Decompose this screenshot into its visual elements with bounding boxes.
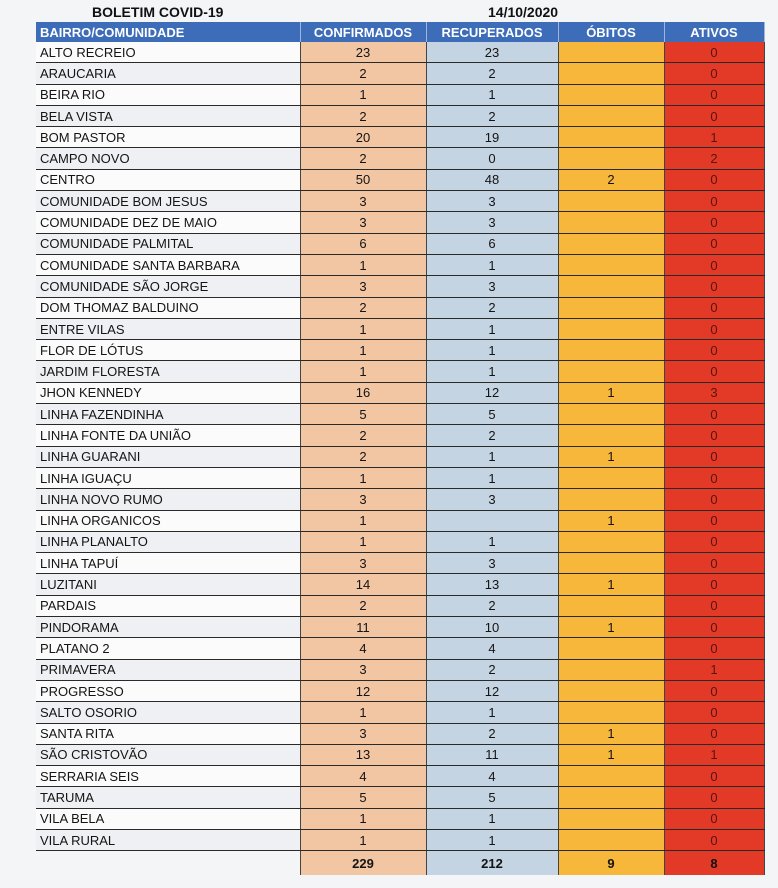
- document-date: 14/10/2020: [488, 4, 559, 20]
- cell-ativos: 0: [664, 84, 764, 105]
- table-row: [36, 425, 764, 446]
- cell-confirmados: 3: [300, 659, 426, 680]
- cell-ativos: 0: [664, 574, 764, 595]
- table-row: [36, 318, 764, 339]
- cell-obitos: [558, 318, 664, 339]
- cell-recuperados: 1: [426, 702, 558, 723]
- cell-recuperados: 3: [426, 489, 558, 510]
- cell-bairro: LINHA FAZENDINHA: [36, 404, 300, 425]
- cell-recuperados: 2: [426, 425, 558, 446]
- column-header-recuperados: RECUPERADOS: [426, 22, 558, 42]
- cell-recuperados: 4: [426, 638, 558, 659]
- cell-obitos: [558, 191, 664, 212]
- cell-recuperados: 10: [426, 617, 558, 638]
- cell-ativos: 0: [664, 446, 764, 467]
- cell-ativos: 0: [664, 297, 764, 318]
- cell-ativos: 0: [664, 42, 764, 63]
- cell-bairro: COMUNIDADE BOM JESUS: [36, 191, 300, 212]
- cell-recuperados: 3: [426, 276, 558, 297]
- cell-recuperados: 2: [426, 659, 558, 680]
- cell-obitos: [558, 829, 664, 850]
- cell-obitos: 1: [558, 574, 664, 595]
- cell-ativos: 0: [664, 489, 764, 510]
- cell-ativos: 0: [664, 595, 764, 616]
- table-row: [36, 254, 764, 275]
- column-header-ativos: ATIVOS: [664, 22, 764, 42]
- cell-ativos: 0: [664, 829, 764, 850]
- table-row: [36, 340, 764, 361]
- total-recuperados: 212: [426, 851, 558, 876]
- total-confirmados: 229: [300, 851, 426, 876]
- table-row: [36, 574, 764, 595]
- cell-obitos: [558, 553, 664, 574]
- cell-bairro: PLATANO 2: [36, 638, 300, 659]
- cell-ativos: 0: [664, 531, 764, 552]
- cell-obitos: [558, 340, 664, 361]
- cell-confirmados: 1: [300, 254, 426, 275]
- cell-recuperados: 1: [426, 254, 558, 275]
- cell-confirmados: 1: [300, 467, 426, 488]
- table-row: [36, 638, 764, 659]
- cell-ativos: 1: [664, 127, 764, 148]
- cell-ativos: 0: [664, 787, 764, 808]
- cell-obitos: [558, 467, 664, 488]
- cell-bairro: LINHA TAPUÍ: [36, 553, 300, 574]
- column-header-bairro: BAIRRO/COMUNIDADE: [36, 22, 300, 42]
- column-header-confirmados: CONFIRMADOS: [300, 22, 426, 42]
- cell-ativos: 0: [664, 105, 764, 126]
- cell-bairro: COMUNIDADE SANTA BARBARA: [36, 254, 300, 275]
- cell-recuperados: 2: [426, 595, 558, 616]
- table-row: [36, 191, 764, 212]
- cell-recuperados: 13: [426, 574, 558, 595]
- cell-recuperados: 2: [426, 723, 558, 744]
- cell-confirmados: 1: [300, 340, 426, 361]
- table-row: [36, 553, 764, 574]
- cell-confirmados: 3: [300, 489, 426, 510]
- cell-ativos: 0: [664, 723, 764, 744]
- table-row: [36, 233, 764, 254]
- cell-obitos: 1: [558, 617, 664, 638]
- cell-bairro: JARDIM FLORESTA: [36, 361, 300, 382]
- column-header-obitos: ÓBITOS: [558, 22, 664, 42]
- cell-recuperados: 1: [426, 361, 558, 382]
- cell-bairro: ARAUCARIA: [36, 63, 300, 84]
- cell-recuperados: 1: [426, 829, 558, 850]
- table-row: [36, 169, 764, 190]
- cell-recuperados: 1: [426, 340, 558, 361]
- cell-confirmados: 12: [300, 680, 426, 701]
- cell-obitos: 1: [558, 510, 664, 531]
- table-totals: [36, 851, 764, 876]
- cell-obitos: [558, 276, 664, 297]
- table-row: [36, 808, 764, 829]
- cell-confirmados: 3: [300, 212, 426, 233]
- table-row: [36, 829, 764, 850]
- cell-bairro: FLOR DE LÓTUS: [36, 340, 300, 361]
- cell-confirmados: 1: [300, 361, 426, 382]
- cell-ativos: 2: [664, 148, 764, 169]
- table-row: [36, 276, 764, 297]
- cell-bairro: VILA RURAL: [36, 829, 300, 850]
- cell-ativos: 0: [664, 318, 764, 339]
- cell-recuperados: 2: [426, 297, 558, 318]
- cell-obitos: 2: [558, 169, 664, 190]
- cell-confirmados: 4: [300, 766, 426, 787]
- cell-confirmados: 2: [300, 63, 426, 84]
- table-row: [36, 446, 764, 467]
- cell-bairro: PINDORAMA: [36, 617, 300, 638]
- cell-bairro: LINHA FONTE DA UNIÃO: [36, 425, 300, 446]
- cell-recuperados: 1: [426, 84, 558, 105]
- cell-bairro: VILA BELA: [36, 808, 300, 829]
- cell-confirmados: 5: [300, 404, 426, 425]
- table-row: [36, 404, 764, 425]
- cell-ativos: 0: [664, 169, 764, 190]
- table-row: [36, 63, 764, 84]
- cell-recuperados: 0: [426, 148, 558, 169]
- document-title: BOLETIM COVID-19: [92, 4, 224, 20]
- cell-ativos: 0: [664, 638, 764, 659]
- cell-confirmados: 6: [300, 233, 426, 254]
- cell-confirmados: 2: [300, 425, 426, 446]
- cell-bairro: COMUNIDADE PALMITAL: [36, 233, 300, 254]
- cell-bairro: CAMPO NOVO: [36, 148, 300, 169]
- cell-confirmados: 1: [300, 84, 426, 105]
- cell-ativos: 0: [664, 467, 764, 488]
- table-header: [36, 22, 764, 42]
- cell-obitos: [558, 148, 664, 169]
- cell-confirmados: 14: [300, 574, 426, 595]
- cell-recuperados: 2: [426, 63, 558, 84]
- cell-bairro: BOM PASTOR: [36, 127, 300, 148]
- cell-confirmados: 3: [300, 276, 426, 297]
- cell-confirmados: 3: [300, 191, 426, 212]
- cell-ativos: 0: [664, 425, 764, 446]
- cell-obitos: [558, 404, 664, 425]
- cell-bairro: DOM THOMAZ BALDUINO: [36, 297, 300, 318]
- cell-obitos: [558, 361, 664, 382]
- cell-confirmados: 16: [300, 382, 426, 403]
- cell-recuperados: 12: [426, 680, 558, 701]
- cell-confirmados: 11: [300, 617, 426, 638]
- cell-confirmados: 2: [300, 148, 426, 169]
- cell-confirmados: 1: [300, 702, 426, 723]
- cell-obitos: [558, 531, 664, 552]
- cell-obitos: [558, 489, 664, 510]
- table-row: [36, 489, 764, 510]
- cell-obitos: [558, 212, 664, 233]
- cell-ativos: 0: [664, 510, 764, 531]
- cell-obitos: 1: [558, 723, 664, 744]
- cell-ativos: 0: [664, 617, 764, 638]
- cell-obitos: [558, 233, 664, 254]
- table-row: [36, 617, 764, 638]
- cell-ativos: 0: [664, 361, 764, 382]
- cell-ativos: 0: [664, 212, 764, 233]
- cell-recuperados: 6: [426, 233, 558, 254]
- cell-ativos: 0: [664, 191, 764, 212]
- cell-ativos: 0: [664, 63, 764, 84]
- cell-ativos: 0: [664, 233, 764, 254]
- cell-recuperados: 3: [426, 212, 558, 233]
- cell-recuperados: 3: [426, 553, 558, 574]
- cell-recuperados: 1: [426, 808, 558, 829]
- cell-bairro: PROGRESSO: [36, 680, 300, 701]
- table-row: [36, 723, 764, 744]
- table-row: [36, 595, 764, 616]
- cell-ativos: 0: [664, 680, 764, 701]
- table-row: [36, 787, 764, 808]
- cell-confirmados: 23: [300, 42, 426, 63]
- cell-ativos: 0: [664, 340, 764, 361]
- cell-confirmados: 3: [300, 553, 426, 574]
- table-row: [36, 42, 764, 63]
- cell-obitos: [558, 595, 664, 616]
- cell-bairro: ALTO RECREIO: [36, 42, 300, 63]
- table-row: [36, 148, 764, 169]
- cell-confirmados: 2: [300, 446, 426, 467]
- cell-obitos: [558, 42, 664, 63]
- table-row: [36, 659, 764, 680]
- table-row: [36, 127, 764, 148]
- table-body: [36, 42, 764, 851]
- cell-bairro: LINHA NOVO RUMO: [36, 489, 300, 510]
- table-row: [36, 680, 764, 701]
- cell-obitos: [558, 105, 664, 126]
- cell-ativos: 0: [664, 702, 764, 723]
- cell-obitos: [558, 702, 664, 723]
- cell-ativos: 1: [664, 744, 764, 765]
- table-row: [36, 297, 764, 318]
- cell-obitos: [558, 63, 664, 84]
- cell-recuperados: 1: [426, 467, 558, 488]
- cell-bairro: LINHA PLANALTO: [36, 531, 300, 552]
- cell-confirmados: 1: [300, 318, 426, 339]
- document-header: [0, 0, 778, 24]
- cell-recuperados: 2: [426, 105, 558, 126]
- cell-confirmados: 1: [300, 829, 426, 850]
- cell-confirmados: 5: [300, 787, 426, 808]
- cell-confirmados: 20: [300, 127, 426, 148]
- cell-bairro: SALTO OSORIO: [36, 702, 300, 723]
- cell-ativos: 0: [664, 766, 764, 787]
- cell-recuperados: 5: [426, 787, 558, 808]
- cell-bairro: COMUNIDADE SÃO JORGE: [36, 276, 300, 297]
- cell-confirmados: 2: [300, 297, 426, 318]
- cell-recuperados: 1: [426, 318, 558, 339]
- cell-confirmados: 2: [300, 105, 426, 126]
- table-row: [36, 531, 764, 552]
- cell-ativos: 0: [664, 254, 764, 275]
- cell-ativos: 0: [664, 553, 764, 574]
- cell-bairro: LINHA IGUAÇU: [36, 467, 300, 488]
- cell-confirmados: 4: [300, 638, 426, 659]
- cell-confirmados: 13: [300, 744, 426, 765]
- cell-obitos: [558, 127, 664, 148]
- cell-bairro: ENTRE VILAS: [36, 318, 300, 339]
- cell-bairro: LINHA ORGANICOS: [36, 510, 300, 531]
- cell-obitos: 1: [558, 446, 664, 467]
- cell-recuperados: 1: [426, 531, 558, 552]
- cell-recuperados: 19: [426, 127, 558, 148]
- cell-recuperados: 1: [426, 446, 558, 467]
- cell-bairro: PRIMAVERA: [36, 659, 300, 680]
- table-row: [36, 382, 764, 403]
- cell-confirmados: 2: [300, 595, 426, 616]
- cell-recuperados: 23: [426, 42, 558, 63]
- cell-recuperados: 12: [426, 382, 558, 403]
- cell-confirmados: 1: [300, 808, 426, 829]
- cell-bairro: SANTA RITA: [36, 723, 300, 744]
- cell-obitos: 1: [558, 382, 664, 403]
- cell-recuperados: 48: [426, 169, 558, 190]
- cell-bairro: BEIRA RIO: [36, 84, 300, 105]
- cell-obitos: [558, 659, 664, 680]
- cell-obitos: [558, 680, 664, 701]
- cell-ativos: 0: [664, 808, 764, 829]
- table-row: [36, 212, 764, 233]
- cell-bairro: PARDAIS: [36, 595, 300, 616]
- cell-obitos: [558, 808, 664, 829]
- cell-confirmados: 3: [300, 723, 426, 744]
- cell-ativos: 0: [664, 276, 764, 297]
- cell-obitos: [558, 84, 664, 105]
- cell-obitos: [558, 254, 664, 275]
- cell-recuperados: 3: [426, 191, 558, 212]
- table-row: [36, 467, 764, 488]
- table-row: [36, 766, 764, 787]
- table-row: [36, 84, 764, 105]
- cell-ativos: 0: [664, 404, 764, 425]
- cell-recuperados: 4: [426, 766, 558, 787]
- cell-bairro: LUZITANI: [36, 574, 300, 595]
- totals-label-cell: [36, 851, 300, 876]
- cell-bairro: LINHA GUARANI: [36, 446, 300, 467]
- cell-recuperados: [426, 510, 558, 531]
- cell-bairro: SÃO CRISTOVÃO: [36, 744, 300, 765]
- cell-obitos: [558, 787, 664, 808]
- cell-bairro: TARUMA: [36, 787, 300, 808]
- cell-obitos: [558, 638, 664, 659]
- total-ativos: 8: [664, 851, 764, 876]
- table-row: [36, 105, 764, 126]
- totals-row: [36, 851, 764, 876]
- table-row: [36, 510, 764, 531]
- table-row: [36, 702, 764, 723]
- cell-obitos: [558, 297, 664, 318]
- cell-obitos: 1: [558, 744, 664, 765]
- table-row: [36, 361, 764, 382]
- cell-recuperados: 11: [426, 744, 558, 765]
- cell-obitos: [558, 766, 664, 787]
- cell-confirmados: 1: [300, 510, 426, 531]
- cell-confirmados: 50: [300, 169, 426, 190]
- cell-obitos: [558, 425, 664, 446]
- cell-bairro: SERRARIA SEIS: [36, 766, 300, 787]
- cell-bairro: JHON KENNEDY: [36, 382, 300, 403]
- cell-confirmados: 1: [300, 531, 426, 552]
- covid-table: [36, 22, 765, 875]
- table-row: [36, 744, 764, 765]
- cell-recuperados: 5: [426, 404, 558, 425]
- cell-bairro: BELA VISTA: [36, 105, 300, 126]
- cell-ativos: 3: [664, 382, 764, 403]
- total-obitos: 9: [558, 851, 664, 876]
- cell-ativos: 1: [664, 659, 764, 680]
- cell-bairro: CENTRO: [36, 169, 300, 190]
- cell-bairro: COMUNIDADE DEZ DE MAIO: [36, 212, 300, 233]
